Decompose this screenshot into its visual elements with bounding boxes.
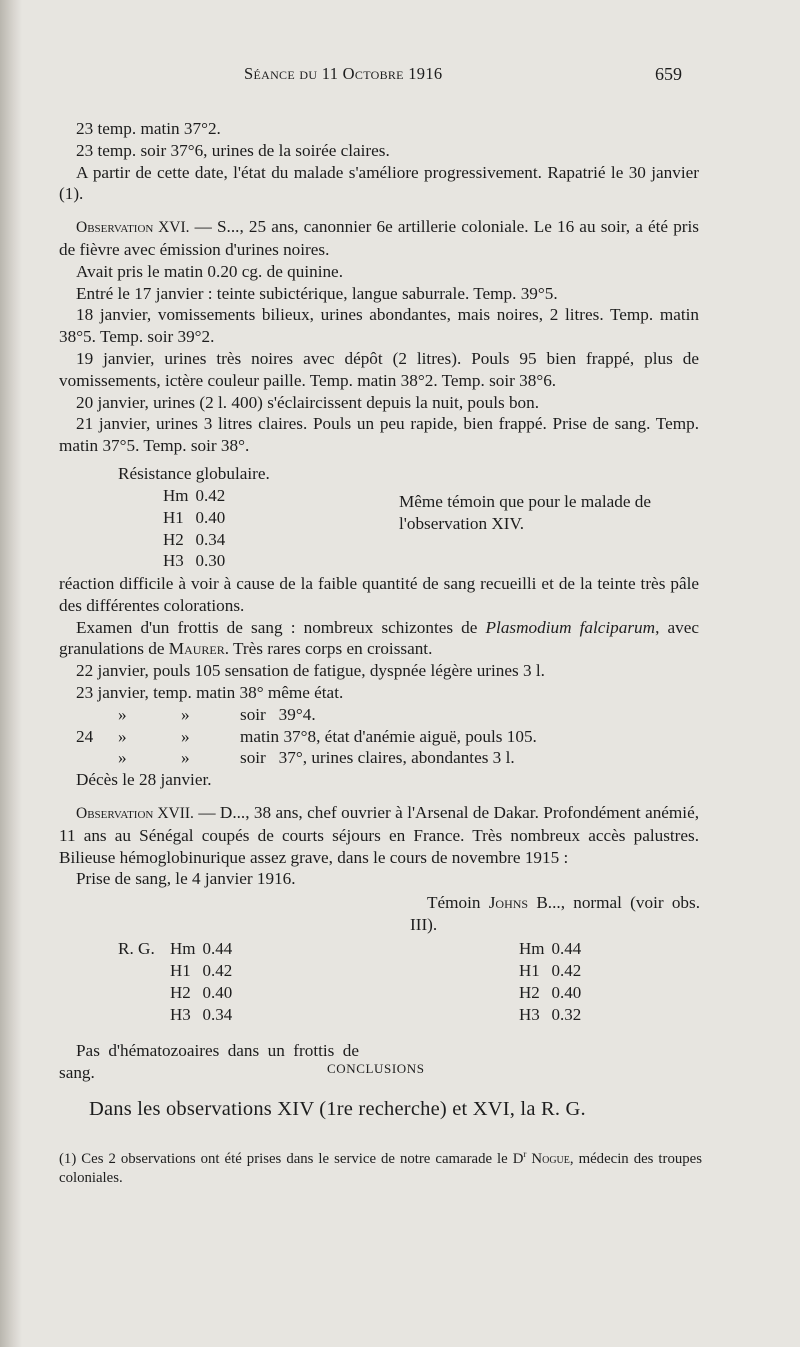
table-row: H2 0.34 (163, 529, 226, 549)
table-row: Hm 0.44 (170, 939, 233, 959)
temoin-note: Témoin Johns B..., normal (voir obs. III). (410, 893, 700, 934)
obs17-tables (59, 890, 699, 1040)
text-line: réaction difficile à voir à cause de la faible quantité de sang recueilli et de la teinte très pâle des différentes colorations. (59, 573, 699, 615)
observation-17-paragraph: Observation XVII. — D..., 38 ans, chef ouvrier à l'Arsenal de Dakar. Profondément anémié, 11 ans au Sénégal coupés de courts séjours en France. Très nombreux accès palustres. Bilieuse hémoglobinurique assez grave, dans le cours de novembre 1915 : (59, 802, 699, 867)
table-row: H3 0.30 (163, 551, 226, 571)
text-line: » » soir 39°4. (118, 704, 316, 724)
observation-17-label: Observation XVII. (76, 804, 194, 822)
text-line: 23 temp. matin 37°2. (76, 119, 221, 138)
table-row: H3 0.34 (170, 1004, 233, 1024)
text-line: Entré le 17 janvier : teinte subictérique, langue saburrale. Temp. 39°5. (76, 283, 558, 303)
main-text (59, 118, 699, 1084)
text-line: Décès le 28 janvier. (76, 770, 212, 790)
conclusions-text: Dans les observations XIV (1re recherche) et XVI, la R. G. (89, 1098, 586, 1120)
table-row: H3 0.32 (519, 1004, 582, 1024)
footnote: (1) Ces 2 observations ont été prises dans le service de notre camarade le $D^r$ Nogue, médecin des troupes coloniales. (59, 1149, 702, 1186)
text-line: Avait pris le matin 0.20 cg. de quinine. (76, 261, 343, 281)
rg-table-left (170, 938, 239, 1025)
rg-table-right (519, 938, 588, 1025)
text-line: 23 janvier, temp. matin 38° même état. (76, 682, 344, 702)
table-row: H1 0.40 (163, 507, 226, 527)
running-title-prefix: Séance du (244, 64, 322, 83)
text-line: A partir de cette date, l'état du malade s'améliore progressivement. Rapatrié le 30 janvier (1). (59, 162, 699, 204)
resistance-note: Même témoin que pour le malade de l'observation XIV. (399, 491, 651, 533)
text-line: 20 janvier, urines (2 l. 400) s'éclaircissent depuis la nuit, pouls bon. (76, 392, 540, 412)
page-number: 659 (655, 64, 682, 84)
resistance-section (59, 463, 699, 573)
table-row: H1 0.42 (170, 960, 233, 980)
table-row: H2 0.40 (519, 982, 582, 1002)
rg-label: R. G. (118, 939, 155, 959)
running-header (0, 64, 800, 90)
text-line: » » soir 37°, urines claires, abondantes 3 l. (118, 748, 515, 768)
text-line: Pas d'hématozoaires dans un frottis de sang. (59, 1041, 359, 1082)
text-line: 18 janvier, vomissements bilieux, urines abondantes, mais noires, 2 litres. Temp. matin 38°5. Temp. soir 39°2. (59, 305, 699, 347)
conclusions-heading: CONCLUSIONS (327, 1061, 425, 1076)
resistance-table (163, 485, 232, 572)
page-spine-shadow (0, 0, 22, 1347)
text-line: 19 janvier, urines très noires avec dépôt (2 litres). Pouls 95 bien frappé, plus de vomissements, ictère couleur paille. Temp. matin 38°2. Temp. soir 38°6. (59, 348, 699, 390)
text-line: 23 temp. soir 37°6, urines de la soirée claires. (76, 140, 390, 160)
observation-16-text: — S..., 25 ans, canonnier 6e artillerie coloniale. Le 16 au soir, a été pris de fièvre avec émission d'urines noires. (59, 217, 699, 259)
text-line: Examen d'un frottis de sang : nombreux schizontes de Plasmodium falciparum, avec granulations de Maurer. Très rares corps en croissant. (59, 617, 699, 659)
text-line: 22 janvier, pouls 105 sensation de fatigue, dyspnée légère urines 3 l. (76, 661, 545, 681)
resistance-title: Résistance globulaire. (118, 463, 270, 483)
table-row: H1 0.42 (519, 960, 582, 980)
running-title-date: 11 Octobre 1916 (321, 64, 443, 83)
table-row: Hm 0.44 (519, 939, 582, 959)
running-title (244, 64, 442, 84)
observation-16-label: Observation XVI. (76, 219, 190, 237)
text-line: 24 » » matin 37°8, état d'anémie aiguë, pouls 105. (76, 726, 537, 746)
text-line: Prise de sang, le 4 janvier 1916. (76, 869, 296, 889)
table-row: Hm 0.42 (163, 485, 226, 505)
observation-16-paragraph (59, 216, 699, 261)
table-row: H2 0.40 (170, 982, 233, 1002)
species-name: Plasmodium falciparum (485, 617, 656, 637)
text-line: 21 janvier, urines 3 litres claires. Pouls un peu rapide, bien frappé. Prise de sang. Temp. matin 37°5. Temp. soir 38°. (59, 414, 699, 456)
